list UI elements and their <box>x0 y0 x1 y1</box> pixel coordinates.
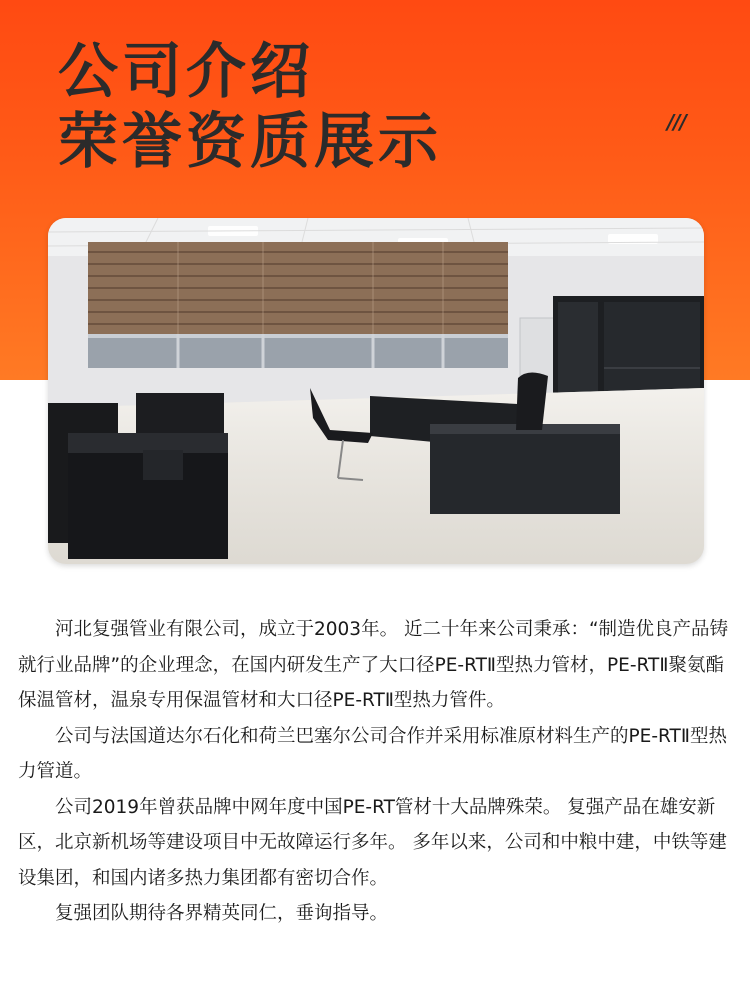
slash-decoration: /// <box>667 110 686 134</box>
company-description <box>18 612 736 932</box>
office-photo <box>48 218 704 564</box>
paragraph-partners: 公司与法国道达尔石化和荷兰巴塞尔公司合作并采用标准原材料生产的PE-RTⅡ型热力管道。 <box>18 725 727 782</box>
office-illustration <box>48 218 704 564</box>
paragraph-awards: 公司2019年曾获品牌中网年度中国PE-RT管材十大品牌殊荣。 复强产品在雄安新区，北京新机场等建设项目中无故障运行多年。 多年以来，公司和中粮中建，中铁等建设集团，和国内诸多热力集团都有密切合作。 <box>18 796 727 889</box>
page-subtitle: 荣誉资质展示 <box>58 107 442 177</box>
page-title: 公司介绍 <box>58 37 314 107</box>
paragraph-intro: 河北复强管业有限公司，成立于2003年。 近二十年来公司秉承：“制造优良产品铸就行业品牌”的企业理念，在国内研发生产了大口径PE-RTⅡ型热力管材，PE-RTⅡ聚氨酯保温管材，温泉专用保温管材和大口径PE-RTⅡ型热力管件。 <box>18 619 729 711</box>
paragraph-closing: 复强团队期待各界精英同仁，垂询指导。 <box>55 903 389 924</box>
